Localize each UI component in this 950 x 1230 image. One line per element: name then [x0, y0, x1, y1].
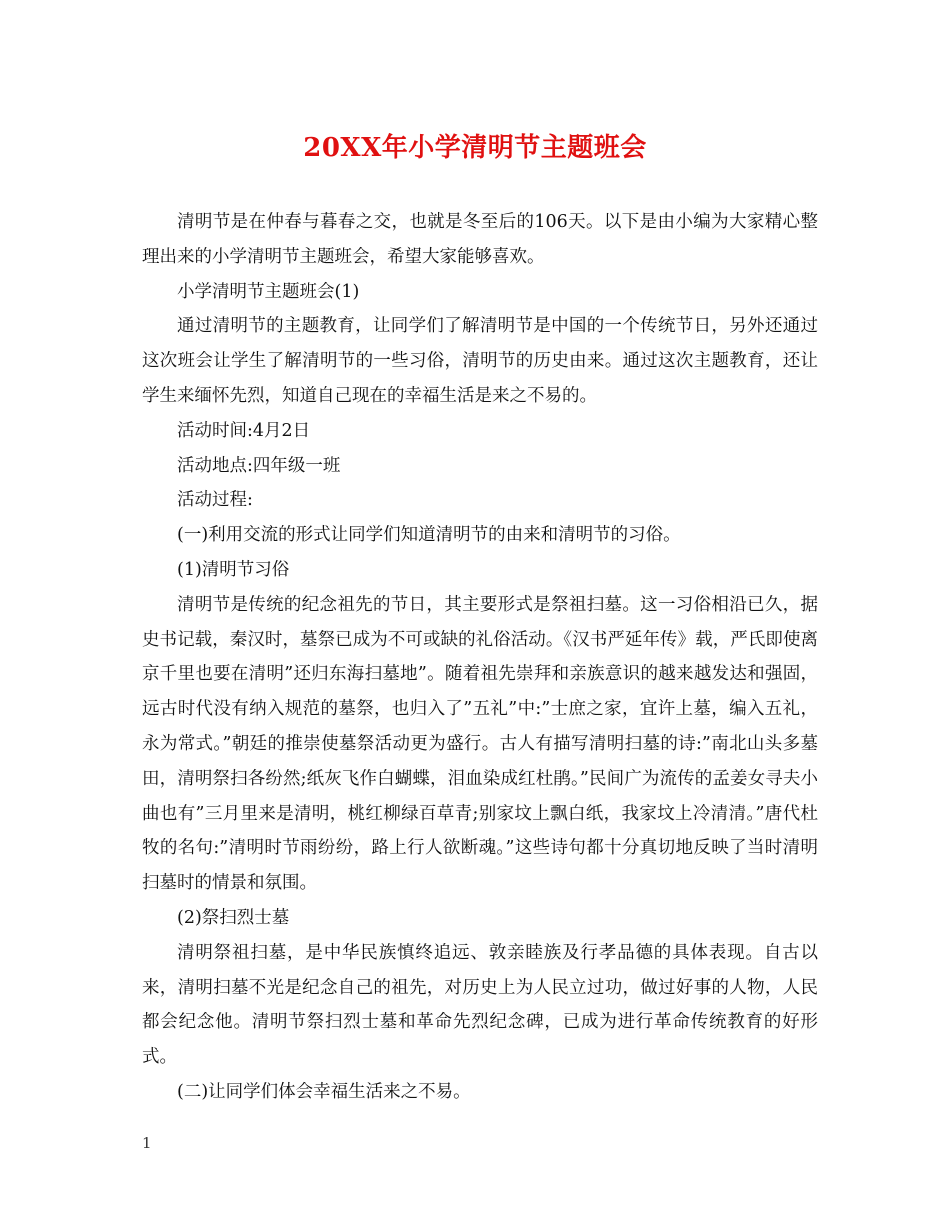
- page-number: 1: [142, 1134, 152, 1152]
- martyrs-heading: (2)祭扫烈士墓: [177, 907, 290, 928]
- paragraph-purpose: 通过清明节的主题教育，让同学们了解清明节是中国的一个传统节日，另外还通过这次班会让学生了解清明节的一些习俗，清明节的历史由来。通过这次主题教育，还让学生来缅怀先烈，知道自己现在的幸福生活是来之不易的。: [142, 316, 818, 406]
- paragraph-martyrs: 清明祭祖扫墓，是中华民族慎终追远、敦亲睦族及行孝品德的具体表现。自古以来，清明扫墓不光是纪念自己的祖先，对历史上为人民立过功，做过好事的人物，人民都会纪念他。清明节祭扫烈士墓和革命先烈纪念碑，已成为进行革命传统教育的好形式。: [142, 942, 818, 1068]
- document-body: [142, 205, 818, 1110]
- paragraph-intro: 清明节是在仲春与暮春之交，也就是冬至后的106天。以下是由小编为大家精心整理出来的小学清明节主题班会，希望大家能够喜欢。: [142, 212, 818, 267]
- document-title: 20XX年小学清明节主题班会: [303, 133, 647, 163]
- subsection-one-heading: (一)利用交流的形式让同学们知道清明节的由来和清明节的习俗。: [177, 525, 681, 546]
- activity-process-label: 活动过程:: [177, 490, 253, 511]
- subsection-two-heading: (二)让同学们体会幸福生活来之不易。: [177, 1081, 471, 1102]
- activity-time: 活动时间:4月2日: [177, 420, 311, 441]
- customs-heading: (1)清明节习俗: [177, 559, 290, 580]
- section-heading: 小学清明节主题班会(1): [177, 281, 360, 302]
- activity-location: 活动地点:四年级一班: [177, 455, 341, 476]
- paragraph-customs: 清明节是传统的纪念祖先的节日，其主要形式是祭祖扫墓。这一习俗相沿已久，据史书记载，秦汉时，墓祭已成为不可或缺的礼俗活动。《汉书严延年传》载，严氏即使离京千里也要在清明”还归东海扫墓地”。随着祖先崇拜和亲族意识的越来越发达和强固，远古时代没有纳入规范的墓祭，也归入了”五礼”中:”士庶之家，宜许上墓，编入五礼，永为常式。”朝廷的推崇使墓祭活动更为盛行。古人有描写清明扫墓的诗:”南北山头多墓田，清明祭扫各纷然;纸灰飞作白蝴蝶，泪血染成红杜鹃。”民间广为流传的孟姜女寻夫小曲也有”三月里来是清明，桃红柳绿百草青;别家坟上飘白纸，我家坟上冷清清。”唐代杜牧的名句:”清明时节雨纷纷，路上行人欲断魂。”这些诗句都十分真切地反映了当时清明扫墓时的情景和氛围。: [142, 594, 818, 894]
